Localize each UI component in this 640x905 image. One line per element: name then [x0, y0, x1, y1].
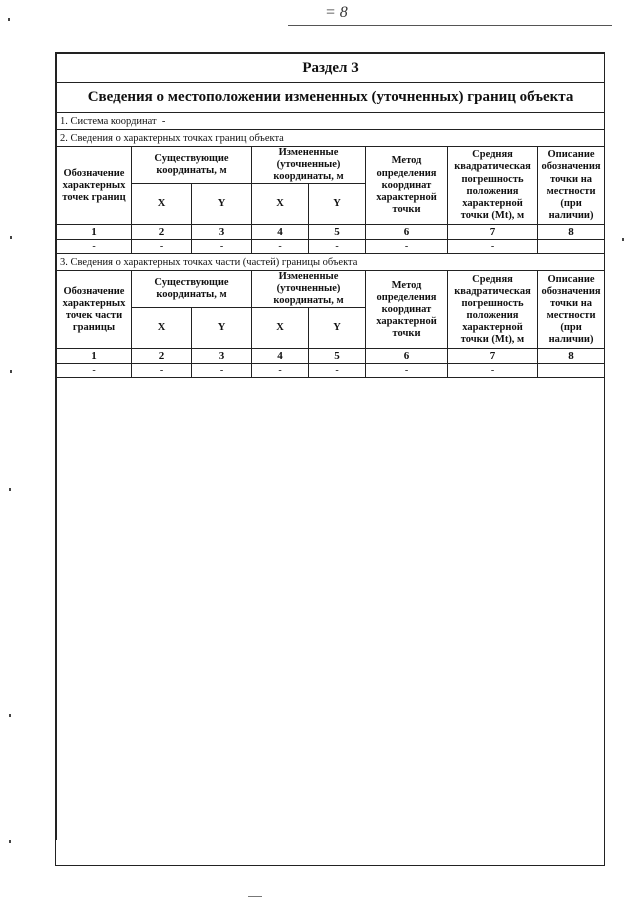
table-cell: -: [132, 240, 192, 254]
margin-speck: [9, 488, 11, 491]
header-y: Y: [192, 184, 252, 225]
column-number: 4: [252, 225, 309, 240]
column-number: 7: [448, 349, 538, 364]
margin-speck: [622, 238, 624, 241]
header-method: Метод определения координат характерной точки: [366, 271, 448, 349]
column-number: 2: [132, 225, 192, 240]
header-method: Метод определения координат характерной точки: [366, 147, 448, 225]
column-number: 2: [132, 349, 192, 364]
header-y: Y: [309, 184, 366, 225]
top-rule: [288, 25, 612, 26]
part-points-title: 3. Сведения о характерных точках части (частей) границы объекта: [57, 254, 605, 271]
column-number: 5: [309, 225, 366, 240]
header-error: Средняя квадратическая погрешность положения характерной точки (Mt), м: [448, 147, 538, 225]
table-row: [57, 240, 605, 254]
empty-area: [57, 378, 605, 841]
table-cell: [538, 364, 605, 378]
header-x: X: [132, 184, 192, 225]
section-subtitle: Сведения о местоположении измененных (уточненных) границ объекта: [57, 83, 605, 113]
header-x: X: [132, 308, 192, 349]
table-cell: [538, 240, 605, 254]
column-number: 1: [57, 225, 132, 240]
header-y: Y: [192, 308, 252, 349]
header-error: Средняя квадратическая погрешность положения характерной точки (Mt), м: [448, 271, 538, 349]
table-cell: -: [448, 240, 538, 254]
bottom-mark: [248, 896, 262, 897]
section-title: Раздел 3: [57, 54, 605, 83]
section-3-table: [56, 53, 605, 840]
table-cell: -: [366, 364, 448, 378]
column-number: 1: [57, 349, 132, 364]
coord-system-label: 1. Система координат: [60, 115, 157, 127]
header-existing-coords: Существующие координаты, м: [132, 147, 252, 184]
header-x: X: [252, 308, 309, 349]
margin-speck: [8, 18, 10, 21]
coord-system-row: [57, 113, 605, 130]
header-description: Описание обозначения точки на местности (при наличии): [538, 147, 605, 225]
margin-speck: [9, 840, 11, 843]
table-cell: -: [192, 364, 252, 378]
document-frame: [55, 52, 605, 866]
table-cell: -: [57, 364, 132, 378]
table-cell: -: [252, 240, 309, 254]
column-number: 6: [366, 225, 448, 240]
table-cell: -: [448, 364, 538, 378]
column-number: 3: [192, 225, 252, 240]
table-cell: -: [309, 240, 366, 254]
margin-speck: [10, 236, 12, 239]
header-point-designation: Обозначение характерных точек границ: [57, 147, 132, 225]
table-cell: -: [192, 240, 252, 254]
header-changed-coords: Измененные (уточненные) координаты, м: [252, 147, 366, 184]
boundary-points-title: 2. Сведения о характерных точках границ объекта: [57, 130, 605, 147]
table-cell: -: [252, 364, 309, 378]
column-number: 8: [538, 225, 605, 240]
column-number: 5: [309, 349, 366, 364]
table-row: [57, 364, 605, 378]
header-y: Y: [309, 308, 366, 349]
column-number: 3: [192, 349, 252, 364]
margin-speck: [9, 714, 11, 717]
header-description: Описание обозначения точки на местности (при наличии): [538, 271, 605, 349]
header-x: X: [252, 184, 309, 225]
coord-system-value: -: [161, 115, 166, 127]
column-number: 4: [252, 349, 309, 364]
column-number: 7: [448, 225, 538, 240]
header-changed-coords: Измененные (уточненные) координаты, м: [252, 271, 366, 308]
column-number: 6: [366, 349, 448, 364]
column-number: 8: [538, 349, 605, 364]
header-existing-coords: Существующие координаты, м: [132, 271, 252, 308]
table-cell: -: [57, 240, 132, 254]
table-cell: -: [366, 240, 448, 254]
table-cell: -: [132, 364, 192, 378]
table-cell: -: [309, 364, 366, 378]
page-number-mark: = 8: [325, 4, 348, 21]
margin-speck: [10, 370, 12, 373]
header-point-designation: Обозначение характерных точек части границы: [57, 271, 132, 349]
